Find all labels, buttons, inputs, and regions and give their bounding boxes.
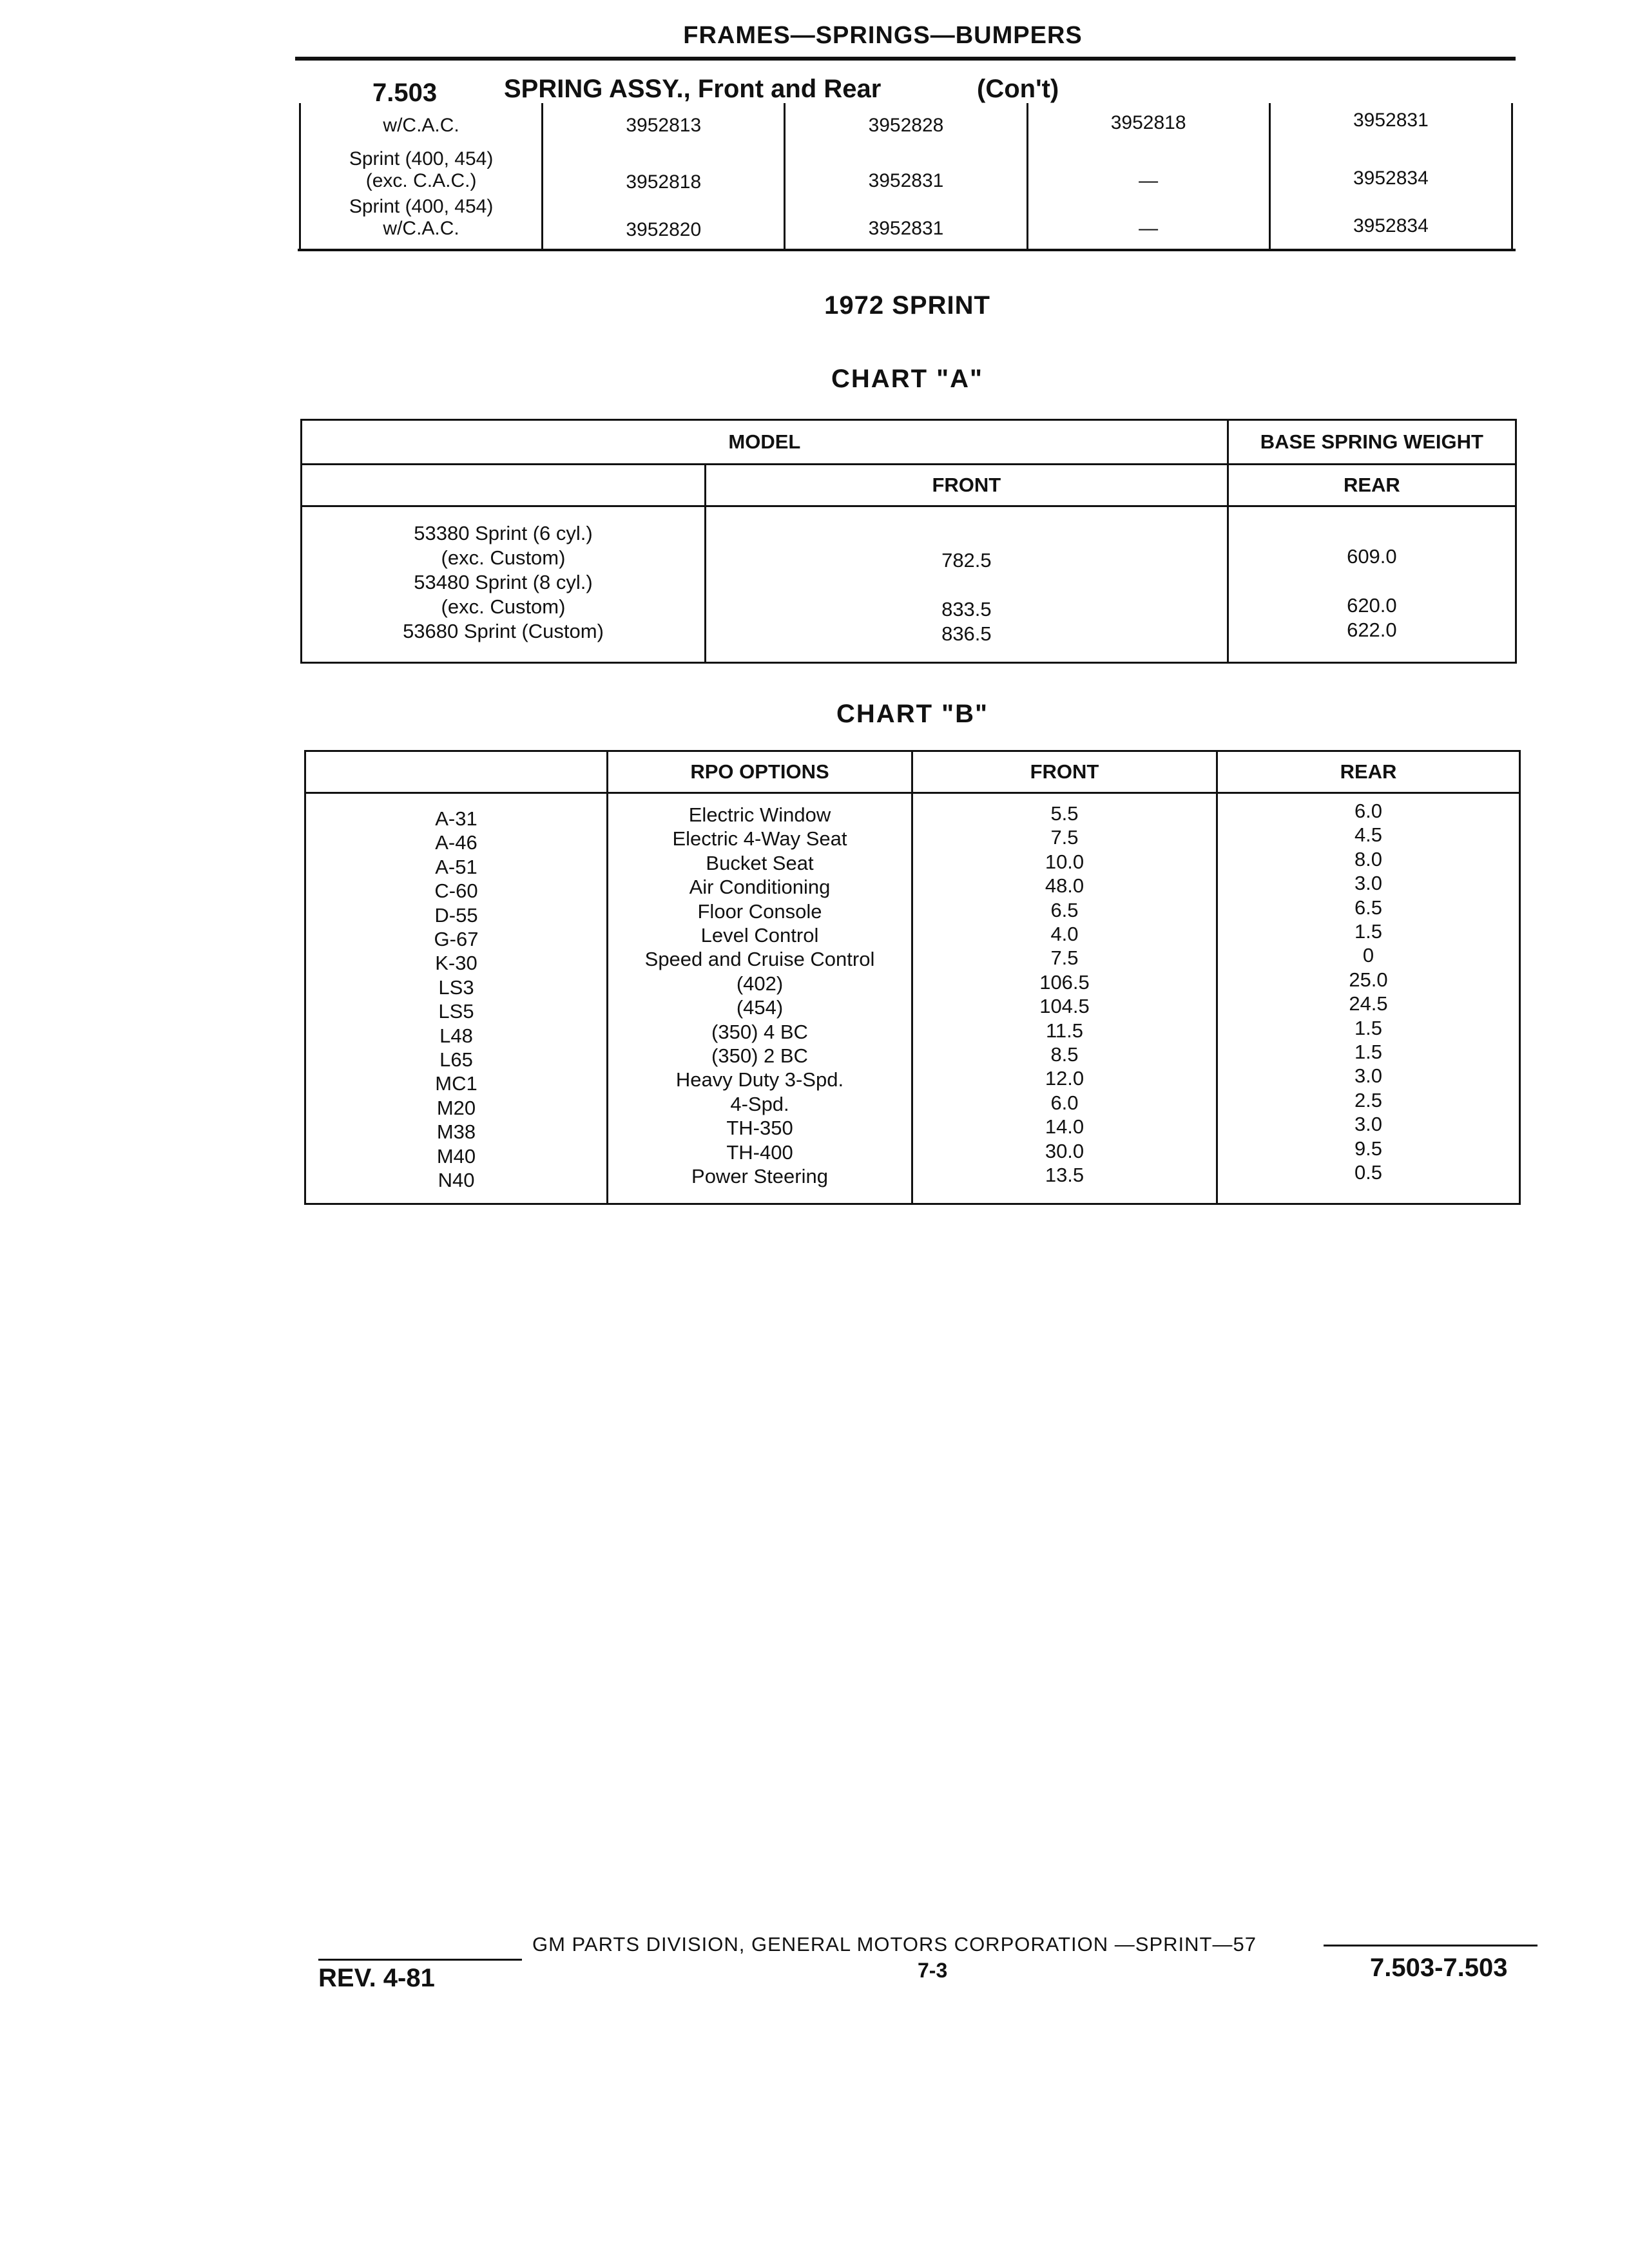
section-number: 7.503	[372, 79, 438, 107]
chart-a-model-cell: 53380 Sprint (6 cyl.) (exc. Custom) 53480 Sprint (8 cyl.) (exc. Custom) 53680 Sprint (Custom)	[302, 506, 706, 663]
spring-part-cell	[1269, 103, 1512, 148]
year-heading: 1972 SPRINT	[824, 291, 990, 320]
spring-part-number: 3952813	[626, 115, 702, 136]
chart-a-rear-cell: 609.0 620.0 622.0	[1228, 506, 1516, 663]
spring-desc-cell	[300, 196, 543, 250]
section-title: SPRING ASSY., Front and Rear	[504, 75, 882, 103]
spring-part-cell	[785, 148, 1027, 196]
section-note: (Con't)	[977, 75, 1059, 103]
footer-left-rule	[318, 1959, 522, 1961]
rear-weight-column: 6.0 4.5 8.0 3.0 6.5 1.5 0 25.0 24.5 1.5 1.5 3.0 2.5 3.0 9.5 0.5	[1217, 793, 1520, 1204]
table-row	[300, 103, 1512, 148]
table-row	[305, 751, 1520, 793]
spring-desc: w/C.A.C.	[383, 115, 459, 136]
spring-part-number: —	[1139, 170, 1159, 191]
chart-b-table	[304, 750, 1521, 1205]
spring-table-bottom-rule	[298, 249, 1516, 251]
rear-header: REAR	[1228, 465, 1516, 506]
front-header: FRONT	[912, 751, 1217, 793]
spring-desc-cell	[300, 148, 543, 196]
table-row	[302, 465, 1516, 506]
chart-a-table	[300, 419, 1517, 664]
spring-part-number: 3952831	[868, 170, 944, 191]
header-rule	[295, 57, 1516, 61]
rpo-code-column: A-31 A-46 A-51 C-60 D-55 G-67 K-30 LS3 LS5 L48 L65 MC1 M20 M38 M40 N40	[305, 793, 608, 1204]
spring-part-cell	[785, 196, 1027, 250]
spring-part-cell	[1269, 196, 1512, 250]
rpo-option-column: Electric Window Electric 4-Way Seat Bucket Seat Air Conditioning Floor Console Level Control Speed and Cruise Control (402) (454) (350) 4 BC (350) 2 BC Heavy Duty 3-Spd. 4-Spd. TH-350 TH-400 Power Steering	[608, 793, 912, 1204]
chart-a-title: CHART "A"	[831, 365, 983, 393]
spring-part-number: 3952831	[868, 218, 944, 239]
spring-part-cell	[543, 103, 785, 148]
spring-desc: Sprint (400, 454) w/C.A.C.	[349, 196, 494, 239]
spring-part-cell	[543, 148, 785, 196]
empty-header-cell	[302, 465, 706, 506]
spring-part-number: 3952834	[1353, 168, 1429, 189]
chart-b-title: CHART "B"	[836, 700, 988, 728]
spring-part-number: —	[1139, 218, 1159, 239]
rpo-options-header: RPO OPTIONS	[608, 751, 912, 793]
footer-section-range: 7.503-7.503	[1370, 1954, 1508, 1982]
footer-page-number: 7-3	[918, 1959, 948, 1982]
front-header: FRONT	[706, 465, 1228, 506]
table-row	[305, 793, 1520, 1204]
spring-desc: Sprint (400, 454) (exc. C.A.C.)	[349, 148, 494, 191]
front-weight-column: 5.5 7.5 10.0 48.0 6.5 4.0 7.5 106.5 104.5 11.5 8.5 12.0 6.0 14.0 30.0 13.5	[912, 793, 1217, 1204]
table-row	[302, 506, 1516, 663]
spring-desc-cell	[300, 103, 543, 148]
spring-part-number: 3952834	[1353, 215, 1429, 236]
base-spring-weight-header: BASE SPRING WEIGHT	[1228, 420, 1516, 465]
model-header: MODEL	[302, 420, 1228, 465]
page-header: FRAMES—SPRINGS—BUMPERS	[683, 22, 1083, 49]
chart-a-front-cell: 782.5 833.5 836.5	[706, 506, 1228, 663]
rpo-code-header	[305, 751, 608, 793]
spring-part-cell	[1027, 103, 1269, 148]
table-row	[300, 148, 1512, 196]
footer-publisher: GM PARTS DIVISION, GENERAL MOTORS CORPORATION —SPRINT—57	[532, 1933, 1257, 1956]
rear-header: REAR	[1217, 751, 1520, 793]
table-row	[300, 196, 1512, 250]
spring-part-cell	[1269, 148, 1512, 196]
spring-part-cell	[1027, 196, 1269, 250]
footer-right-rule	[1324, 1945, 1537, 1946]
spring-part-number: 3952820	[626, 219, 702, 240]
spring-part-number: 3952831	[1353, 110, 1429, 131]
spring-assy-table	[299, 103, 1513, 250]
spring-part-number: 3952828	[868, 115, 944, 136]
spring-part-cell	[785, 103, 1027, 148]
spring-part-number: 3952818	[1110, 112, 1186, 133]
spring-part-cell	[1027, 148, 1269, 196]
table-row	[302, 420, 1516, 465]
spring-part-cell	[543, 196, 785, 250]
footer-revision: REV. 4-81	[318, 1964, 435, 1992]
spring-part-number: 3952818	[626, 171, 702, 193]
